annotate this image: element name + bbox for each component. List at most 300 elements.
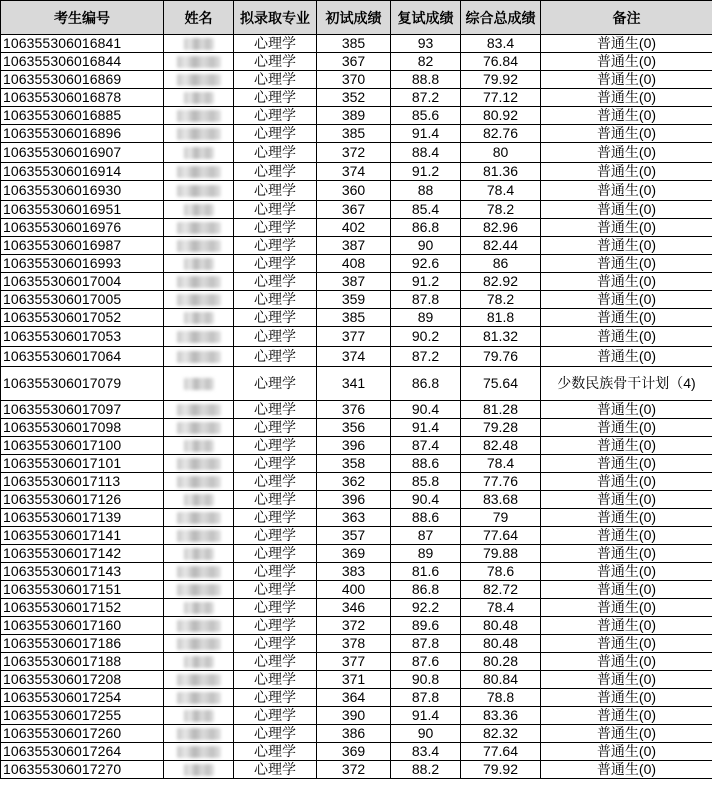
table-row <box>1 707 712 725</box>
cell-major[interactable]: 心理学 <box>234 707 317 725</box>
cell-major[interactable]: 心理学 <box>234 437 317 455</box>
cell-exam-id[interactable]: 106355306017186 <box>1 635 164 653</box>
cell-name[interactable] <box>164 563 234 581</box>
cell-retest-score[interactable]: 87.4 <box>391 437 461 455</box>
redacted-name <box>177 240 221 252</box>
cell-exam-id[interactable]: 106355306016976 <box>1 219 164 237</box>
cell-exam-id[interactable]: 106355306017152 <box>1 599 164 617</box>
cell-note[interactable]: 普通生(0) <box>541 291 712 309</box>
cell-retest-score[interactable]: 87.2 <box>391 89 461 107</box>
cell-name[interactable] <box>164 401 234 419</box>
cell-prelim-score[interactable]: 362 <box>317 473 391 491</box>
cell-major[interactable]: 心理学 <box>234 255 317 273</box>
redacted-name <box>184 378 214 390</box>
cell-major[interactable]: 心理学 <box>234 761 317 779</box>
cell-prelim-score[interactable]: 358 <box>317 455 391 473</box>
cell-name[interactable] <box>164 599 234 617</box>
cell-prelim-score[interactable]: 367 <box>317 201 391 219</box>
cell-note[interactable]: 普通生(0) <box>541 401 712 419</box>
cell-name[interactable] <box>164 743 234 761</box>
cell-exam-id[interactable]: 106355306016844 <box>1 53 164 71</box>
cell-note[interactable]: 普通生(0) <box>541 761 712 779</box>
cell-prelim-score[interactable]: 396 <box>317 491 391 509</box>
cell-note[interactable]: 普通生(0) <box>541 617 712 635</box>
cell-major[interactable]: 心理学 <box>234 163 317 181</box>
cell-note[interactable]: 普通生(0) <box>541 725 712 743</box>
cell-retest-score[interactable]: 91.4 <box>391 707 461 725</box>
cell-major[interactable]: 心理学 <box>234 473 317 491</box>
cell-major[interactable]: 心理学 <box>234 367 317 401</box>
cell-major[interactable]: 心理学 <box>234 491 317 509</box>
cell-major[interactable]: 心理学 <box>234 743 317 761</box>
cell-prelim-score[interactable]: 400 <box>317 581 391 599</box>
cell-major[interactable]: 心理学 <box>234 617 317 635</box>
cell-name[interactable] <box>164 635 234 653</box>
cell-retest-score[interactable]: 90.4 <box>391 491 461 509</box>
cell-name[interactable] <box>164 107 234 125</box>
cell-retest-score[interactable]: 87.8 <box>391 689 461 707</box>
cell-note[interactable]: 普通生(0) <box>541 71 712 89</box>
cell-exam-id[interactable]: 106355306017160 <box>1 617 164 635</box>
cell-total-score[interactable]: 82.92 <box>461 273 541 291</box>
cell-note[interactable]: 普通生(0) <box>541 181 712 201</box>
cell-total-score[interactable]: 77.64 <box>461 743 541 761</box>
cell-name[interactable] <box>164 89 234 107</box>
cell-major[interactable]: 心理学 <box>234 71 317 89</box>
cell-name[interactable] <box>164 35 234 53</box>
cell-note[interactable]: 普通生(0) <box>541 455 712 473</box>
cell-prelim-score[interactable]: 377 <box>317 653 391 671</box>
header-retest-score[interactable]: 复试成绩 <box>391 1 461 35</box>
cell-prelim-score[interactable]: 359 <box>317 291 391 309</box>
cell-prelim-score[interactable]: 369 <box>317 743 391 761</box>
cell-note[interactable]: 普通生(0) <box>541 53 712 71</box>
cell-total-score[interactable]: 78.4 <box>461 599 541 617</box>
cell-exam-id[interactable]: 106355306017255 <box>1 707 164 725</box>
cell-major[interactable]: 心理学 <box>234 219 317 237</box>
cell-major[interactable]: 心理学 <box>234 107 317 125</box>
cell-prelim-score[interactable]: 374 <box>317 347 391 367</box>
cell-major[interactable]: 心理学 <box>234 181 317 201</box>
cell-prelim-score[interactable]: 372 <box>317 143 391 163</box>
cell-note[interactable]: 普通生(0) <box>541 689 712 707</box>
cell-total-score[interactable]: 79.92 <box>461 71 541 89</box>
cell-prelim-score[interactable]: 376 <box>317 401 391 419</box>
cell-note[interactable]: 普通生(0) <box>541 35 712 53</box>
cell-retest-score[interactable]: 81.6 <box>391 563 461 581</box>
cell-exam-id[interactable]: 106355306017113 <box>1 473 164 491</box>
cell-major[interactable]: 心理学 <box>234 635 317 653</box>
cell-name[interactable] <box>164 53 234 71</box>
cell-note[interactable]: 普通生(0) <box>541 237 712 255</box>
cell-note[interactable]: 普通生(0) <box>541 255 712 273</box>
cell-exam-id[interactable]: 106355306017098 <box>1 419 164 437</box>
cell-name[interactable] <box>164 671 234 689</box>
cell-note[interactable]: 普通生(0) <box>541 273 712 291</box>
cell-note[interactable]: 普通生(0) <box>541 707 712 725</box>
cell-prelim-score[interactable]: 408 <box>317 255 391 273</box>
cell-exam-id[interactable]: 106355306016907 <box>1 143 164 163</box>
cell-prelim-score[interactable]: 367 <box>317 53 391 71</box>
cell-major[interactable]: 心理学 <box>234 53 317 71</box>
cell-exam-id[interactable]: 106355306017142 <box>1 545 164 563</box>
cell-prelim-score[interactable]: 356 <box>317 419 391 437</box>
cell-retest-score[interactable]: 86.8 <box>391 581 461 599</box>
cell-major[interactable]: 心理学 <box>234 581 317 599</box>
cell-note[interactable]: 普通生(0) <box>541 201 712 219</box>
cell-total-score[interactable]: 81.36 <box>461 163 541 181</box>
cell-total-score[interactable]: 78.2 <box>461 201 541 219</box>
cell-exam-id[interactable]: 106355306017151 <box>1 581 164 599</box>
cell-total-score[interactable]: 77.76 <box>461 473 541 491</box>
cell-exam-id[interactable]: 106355306017052 <box>1 309 164 327</box>
cell-major[interactable]: 心理学 <box>234 419 317 437</box>
cell-name[interactable] <box>164 725 234 743</box>
table-row <box>1 71 712 89</box>
cell-major[interactable]: 心理学 <box>234 291 317 309</box>
cell-note[interactable]: 普通生(0) <box>541 309 712 327</box>
cell-name[interactable] <box>164 581 234 599</box>
cell-retest-score[interactable]: 82 <box>391 53 461 71</box>
cell-total-score[interactable]: 79.28 <box>461 419 541 437</box>
cell-note[interactable]: 少数民族骨干计划（4) <box>541 367 712 401</box>
header-exam-id[interactable]: 考生编号 <box>1 1 164 35</box>
cell-note[interactable]: 普通生(0) <box>541 671 712 689</box>
cell-name[interactable] <box>164 473 234 491</box>
cell-major[interactable]: 心理学 <box>234 35 317 53</box>
cell-total-score[interactable]: 78.2 <box>461 291 541 309</box>
cell-retest-score[interactable]: 93 <box>391 35 461 53</box>
cell-note[interactable]: 普通生(0) <box>541 491 712 509</box>
cell-prelim-score[interactable]: 383 <box>317 563 391 581</box>
cell-retest-score[interactable]: 87.8 <box>391 291 461 309</box>
cell-retest-score[interactable]: 87.6 <box>391 653 461 671</box>
cell-prelim-score[interactable]: 385 <box>317 35 391 53</box>
header-total-score[interactable]: 综合总成绩 <box>461 1 541 35</box>
cell-prelim-score[interactable]: 386 <box>317 725 391 743</box>
cell-retest-score[interactable]: 88.8 <box>391 71 461 89</box>
cell-exam-id[interactable]: 106355306017141 <box>1 527 164 545</box>
cell-major[interactable]: 心理学 <box>234 563 317 581</box>
cell-prelim-score[interactable]: 360 <box>317 181 391 201</box>
cell-total-score[interactable]: 78.4 <box>461 455 541 473</box>
cell-total-score[interactable]: 83.4 <box>461 35 541 53</box>
cell-retest-score[interactable]: 92.6 <box>391 255 461 273</box>
cell-prelim-score[interactable]: 387 <box>317 237 391 255</box>
cell-retest-score[interactable]: 89 <box>391 309 461 327</box>
cell-note[interactable]: 普通生(0) <box>541 143 712 163</box>
cell-name[interactable] <box>164 163 234 181</box>
cell-name[interactable] <box>164 437 234 455</box>
cell-major[interactable]: 心理学 <box>234 725 317 743</box>
cell-retest-score[interactable]: 91.4 <box>391 125 461 143</box>
cell-exam-id[interactable]: 106355306017264 <box>1 743 164 761</box>
cell-retest-score[interactable]: 88 <box>391 181 461 201</box>
cell-exam-id[interactable]: 106355306017260 <box>1 725 164 743</box>
cell-major[interactable]: 心理学 <box>234 125 317 143</box>
cell-name[interactable] <box>164 327 234 347</box>
cell-exam-id[interactable]: 106355306017254 <box>1 689 164 707</box>
cell-prelim-score[interactable]: 390 <box>317 707 391 725</box>
cell-major[interactable]: 心理学 <box>234 201 317 219</box>
cell-exam-id[interactable]: 106355306017139 <box>1 509 164 527</box>
cell-exam-id[interactable]: 106355306017097 <box>1 401 164 419</box>
cell-total-score[interactable]: 77.64 <box>461 527 541 545</box>
cell-retest-score[interactable]: 91.2 <box>391 273 461 291</box>
cell-name[interactable] <box>164 291 234 309</box>
cell-name[interactable] <box>164 255 234 273</box>
cell-exam-id[interactable]: 106355306017188 <box>1 653 164 671</box>
cell-exam-id[interactable]: 106355306017100 <box>1 437 164 455</box>
cell-name[interactable] <box>164 617 234 635</box>
cell-major[interactable]: 心理学 <box>234 653 317 671</box>
cell-retest-score[interactable]: 88.4 <box>391 143 461 163</box>
cell-note[interactable]: 普通生(0) <box>541 107 712 125</box>
cell-retest-score[interactable]: 88.6 <box>391 509 461 527</box>
cell-retest-score[interactable]: 90.2 <box>391 327 461 347</box>
cell-total-score[interactable]: 83.68 <box>461 491 541 509</box>
cell-retest-score[interactable]: 91.2 <box>391 163 461 181</box>
cell-note[interactable]: 普通生(0) <box>541 545 712 563</box>
cell-name[interactable] <box>164 367 234 401</box>
cell-exam-id[interactable]: 106355306016878 <box>1 89 164 107</box>
cell-prelim-score[interactable]: 385 <box>317 309 391 327</box>
cell-total-score[interactable]: 80.28 <box>461 653 541 671</box>
cell-prelim-score[interactable]: 378 <box>317 635 391 653</box>
cell-note[interactable]: 普通生(0) <box>541 89 712 107</box>
cell-retest-score[interactable]: 88.6 <box>391 455 461 473</box>
cell-name[interactable] <box>164 653 234 671</box>
cell-major[interactable]: 心理学 <box>234 455 317 473</box>
cell-retest-score[interactable]: 90 <box>391 725 461 743</box>
cell-exam-id[interactable]: 106355306017079 <box>1 367 164 401</box>
cell-name[interactable] <box>164 761 234 779</box>
cell-total-score[interactable]: 80.48 <box>461 617 541 635</box>
cell-prelim-score[interactable]: 357 <box>317 527 391 545</box>
cell-total-score[interactable]: 75.64 <box>461 367 541 401</box>
cell-exam-id[interactable]: 106355306017208 <box>1 671 164 689</box>
cell-exam-id[interactable]: 106355306017126 <box>1 491 164 509</box>
cell-total-score[interactable]: 76.84 <box>461 53 541 71</box>
cell-exam-id[interactable]: 106355306016987 <box>1 237 164 255</box>
cell-major[interactable]: 心理学 <box>234 671 317 689</box>
cell-total-score[interactable]: 78.6 <box>461 563 541 581</box>
cell-total-score[interactable]: 78.4 <box>461 181 541 201</box>
cell-exam-id[interactable]: 106355306016930 <box>1 181 164 201</box>
cell-exam-id[interactable]: 106355306016993 <box>1 255 164 273</box>
cell-exam-id[interactable]: 106355306017053 <box>1 327 164 347</box>
cell-major[interactable]: 心理学 <box>234 143 317 163</box>
cell-name[interactable] <box>164 201 234 219</box>
cell-major[interactable]: 心理学 <box>234 347 317 367</box>
cell-retest-score[interactable]: 89.6 <box>391 617 461 635</box>
cell-total-score[interactable]: 78.8 <box>461 689 541 707</box>
cell-exam-id[interactable]: 106355306017005 <box>1 291 164 309</box>
cell-prelim-score[interactable]: 377 <box>317 327 391 347</box>
header-note[interactable]: 备注 <box>541 1 712 35</box>
cell-prelim-score[interactable]: 346 <box>317 599 391 617</box>
cell-prelim-score[interactable]: 374 <box>317 163 391 181</box>
cell-total-score[interactable]: 79 <box>461 509 541 527</box>
cell-name[interactable] <box>164 419 234 437</box>
cell-prelim-score[interactable]: 402 <box>317 219 391 237</box>
cell-major[interactable]: 心理学 <box>234 689 317 707</box>
table-row <box>1 725 712 743</box>
cell-note[interactable]: 普通生(0) <box>541 473 712 491</box>
cell-name[interactable] <box>164 347 234 367</box>
cell-major[interactable]: 心理学 <box>234 599 317 617</box>
cell-name[interactable] <box>164 309 234 327</box>
cell-exam-id[interactable]: 106355306017270 <box>1 761 164 779</box>
cell-retest-score[interactable]: 88.2 <box>391 761 461 779</box>
header-row <box>1 1 712 35</box>
redacted-name <box>177 476 221 488</box>
cell-name[interactable] <box>164 237 234 255</box>
cell-name[interactable] <box>164 143 234 163</box>
cell-prelim-score[interactable]: 369 <box>317 545 391 563</box>
cell-total-score[interactable]: 86 <box>461 255 541 273</box>
cell-name[interactable] <box>164 707 234 725</box>
cell-exam-id[interactable]: 106355306016869 <box>1 71 164 89</box>
cell-note[interactable]: 普通生(0) <box>541 509 712 527</box>
cell-retest-score[interactable]: 85.8 <box>391 473 461 491</box>
cell-total-score[interactable]: 80.92 <box>461 107 541 125</box>
cell-name[interactable] <box>164 455 234 473</box>
cell-note[interactable]: 普通生(0) <box>541 419 712 437</box>
header-major[interactable]: 拟录取专业 <box>234 1 317 35</box>
cell-prelim-score[interactable]: 387 <box>317 273 391 291</box>
cell-note[interactable]: 普通生(0) <box>541 563 712 581</box>
redacted-name <box>184 764 214 776</box>
cell-name[interactable] <box>164 491 234 509</box>
cell-major[interactable]: 心理学 <box>234 237 317 255</box>
cell-note[interactable]: 普通生(0) <box>541 635 712 653</box>
cell-name[interactable] <box>164 689 234 707</box>
header-prelim-score[interactable]: 初试成绩 <box>317 1 391 35</box>
header-name[interactable]: 姓名 <box>164 1 234 35</box>
cell-exam-id[interactable]: 106355306017143 <box>1 563 164 581</box>
cell-name[interactable] <box>164 273 234 291</box>
cell-exam-id[interactable]: 106355306017064 <box>1 347 164 367</box>
cell-total-score[interactable]: 81.32 <box>461 327 541 347</box>
cell-exam-id[interactable]: 106355306016896 <box>1 125 164 143</box>
cell-name[interactable] <box>164 181 234 201</box>
cell-total-score[interactable]: 82.48 <box>461 437 541 455</box>
cell-total-score[interactable]: 81.28 <box>461 401 541 419</box>
cell-total-score[interactable]: 80.84 <box>461 671 541 689</box>
cell-prelim-score[interactable]: 363 <box>317 509 391 527</box>
cell-major[interactable]: 心理学 <box>234 545 317 563</box>
cell-retest-score[interactable]: 91.4 <box>391 419 461 437</box>
cell-prelim-score[interactable]: 385 <box>317 125 391 143</box>
cell-total-score[interactable]: 83.36 <box>461 707 541 725</box>
cell-prelim-score[interactable]: 352 <box>317 89 391 107</box>
cell-total-score[interactable]: 81.8 <box>461 309 541 327</box>
redacted-name <box>177 728 221 740</box>
cell-prelim-score[interactable]: 389 <box>317 107 391 125</box>
cell-retest-score[interactable]: 90.4 <box>391 401 461 419</box>
cell-retest-score[interactable]: 87 <box>391 527 461 545</box>
table-row <box>1 743 712 761</box>
cell-major[interactable]: 心理学 <box>234 89 317 107</box>
cell-total-score[interactable]: 82.32 <box>461 725 541 743</box>
cell-note[interactable]: 普通生(0) <box>541 125 712 143</box>
cell-total-score[interactable]: 79.88 <box>461 545 541 563</box>
cell-prelim-score[interactable]: 364 <box>317 689 391 707</box>
cell-total-score[interactable]: 82.72 <box>461 581 541 599</box>
cell-name[interactable] <box>164 125 234 143</box>
cell-note[interactable]: 普通生(0) <box>541 743 712 761</box>
cell-note[interactable]: 普通生(0) <box>541 599 712 617</box>
cell-name[interactable] <box>164 71 234 89</box>
cell-major[interactable]: 心理学 <box>234 527 317 545</box>
cell-retest-score[interactable]: 85.4 <box>391 201 461 219</box>
cell-retest-score[interactable]: 87.8 <box>391 635 461 653</box>
cell-prelim-score[interactable]: 371 <box>317 671 391 689</box>
cell-prelim-score[interactable]: 370 <box>317 71 391 89</box>
cell-note[interactable]: 普通生(0) <box>541 527 712 545</box>
cell-total-score[interactable]: 79.92 <box>461 761 541 779</box>
cell-retest-score[interactable]: 83.4 <box>391 743 461 761</box>
cell-note[interactable]: 普通生(0) <box>541 219 712 237</box>
cell-name[interactable] <box>164 527 234 545</box>
cell-prelim-score[interactable]: 396 <box>317 437 391 455</box>
cell-major[interactable]: 心理学 <box>234 401 317 419</box>
table-row <box>1 545 712 563</box>
cell-retest-score[interactable]: 85.6 <box>391 107 461 125</box>
cell-retest-score[interactable]: 86.8 <box>391 367 461 401</box>
cell-prelim-score[interactable]: 372 <box>317 617 391 635</box>
cell-retest-score[interactable]: 90 <box>391 237 461 255</box>
cell-major[interactable]: 心理学 <box>234 327 317 347</box>
cell-total-score[interactable]: 82.44 <box>461 237 541 255</box>
table-row <box>1 35 712 53</box>
cell-exam-id[interactable]: 106355306016914 <box>1 163 164 181</box>
cell-total-score[interactable]: 79.76 <box>461 347 541 367</box>
cell-total-score[interactable]: 80 <box>461 143 541 163</box>
cell-retest-score[interactable]: 86.8 <box>391 219 461 237</box>
cell-note[interactable]: 普通生(0) <box>541 163 712 181</box>
table-row <box>1 201 712 219</box>
cell-exam-id[interactable]: 106355306017004 <box>1 273 164 291</box>
cell-total-score[interactable]: 77.12 <box>461 89 541 107</box>
cell-note[interactable]: 普通生(0) <box>541 437 712 455</box>
cell-retest-score[interactable]: 90.8 <box>391 671 461 689</box>
cell-major[interactable]: 心理学 <box>234 509 317 527</box>
cell-note[interactable]: 普通生(0) <box>541 347 712 367</box>
cell-major[interactable]: 心理学 <box>234 309 317 327</box>
cell-total-score[interactable]: 82.76 <box>461 125 541 143</box>
cell-retest-score[interactable]: 92.2 <box>391 599 461 617</box>
cell-name[interactable] <box>164 219 234 237</box>
cell-total-score[interactable]: 80.48 <box>461 635 541 653</box>
cell-total-score[interactable]: 82.96 <box>461 219 541 237</box>
cell-name[interactable] <box>164 545 234 563</box>
cell-retest-score[interactable]: 89 <box>391 545 461 563</box>
cell-name[interactable] <box>164 509 234 527</box>
cell-major[interactable]: 心理学 <box>234 273 317 291</box>
cell-prelim-score[interactable]: 372 <box>317 761 391 779</box>
cell-retest-score[interactable]: 87.2 <box>391 347 461 367</box>
cell-note[interactable]: 普通生(0) <box>541 653 712 671</box>
cell-exam-id[interactable]: 106355306016951 <box>1 201 164 219</box>
cell-note[interactable]: 普通生(0) <box>541 581 712 599</box>
cell-exam-id[interactable]: 106355306016885 <box>1 107 164 125</box>
cell-note[interactable]: 普通生(0) <box>541 327 712 347</box>
cell-prelim-score[interactable]: 341 <box>317 367 391 401</box>
cell-exam-id[interactable]: 106355306016841 <box>1 35 164 53</box>
cell-exam-id[interactable]: 106355306017101 <box>1 455 164 473</box>
